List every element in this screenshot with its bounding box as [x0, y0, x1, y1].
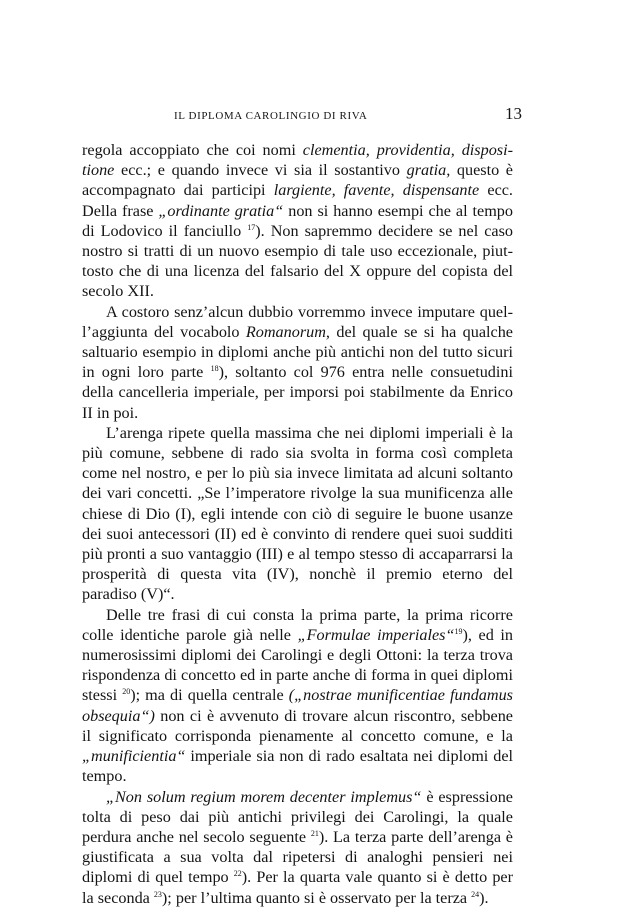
footnote-ref: 17 [247, 222, 256, 232]
text-run: è espressione tolta di peso dai più antichi privilegi dei Carolingi, la quale perdura anche nel secolo seguente [82, 787, 513, 846]
footnote-ref: 23 [153, 889, 162, 899]
footnote-ref: 22 [233, 869, 242, 879]
text-run: ecc. Della frase [82, 181, 513, 220]
body-text [82, 140, 513, 908]
paragraph [82, 302, 513, 423]
italic-text: „Formulae imperiales“ [297, 625, 455, 644]
text-run: del quale se si ha qualche saltuario esempio in diplomi anche più antichi non del tutto sicuri in ogni loro parte [82, 322, 513, 382]
text-run: ); ma di quella centrale [130, 686, 289, 705]
page-header [66, 103, 522, 127]
text-run: ). [479, 888, 489, 907]
paragraph [82, 423, 513, 605]
text-run: ). La terza parte dell’arenga è giustificata a sua volta dal ripetersi di analoghi pensieri nei diplomi di quel tempo [82, 827, 513, 887]
text-run: Delle tre frasi di cui consta la prima parte, la prima ricorre colle identiche parole già nelle [82, 605, 513, 644]
text-run: ). Non sapremmo decidere se nel caso nostro si tratti di un nuovo esempio di tale uso eccezionale, piuttosto che di una licenza del falsario del X oppure del copista del secolo XII. [82, 221, 513, 301]
footnote-ref: 19 [454, 626, 463, 636]
italic-text: „munificientia“ [82, 747, 186, 766]
text-run: A costoro senz’alcun dubbio vorremmo invece imputare quell’aggiunta del vocabolo [82, 302, 513, 341]
italic-text: gratia, [406, 161, 451, 180]
text-run: questo è accompagnato dai participi [82, 161, 513, 200]
italic-text: „Non solum regium morem decenter implemus“ [106, 787, 422, 806]
paragraph [82, 605, 513, 787]
running-title: IL DIPLOMA CAROLINGIO DI RIVA [174, 110, 368, 122]
text-run: regola accoppiato che coi nomi [82, 141, 303, 159]
paragraph [82, 787, 513, 908]
text-run: ). Per la quarta vale quanto si è detto per la seconda [82, 868, 513, 907]
text-run: ); per l’ultima quanto si è osservato per la terza [161, 888, 472, 907]
italic-text: largiente, favente, dispensante [273, 181, 480, 200]
text-run: ), ed in numerosissimi diplomi dei Carolingi e degli Ottoni: la terza trova rispondenza di concetto ed in parte anche di forma in quei diplomi stessi [82, 625, 514, 705]
italic-text: Romanorum, [245, 322, 330, 341]
footnote-ref: 18 [210, 364, 219, 374]
italic-text: („nostrae munificentiae fundamus obsequia“) [82, 686, 513, 725]
paragraph [82, 140, 513, 302]
text-run: L’arenga ripete quella massima che nei diplomi imperiali è la più comune, sebbene di rado sia svolta in forma così completa come nel nostro, e per lo più sia invece limitata ad alcuni soltanto dei vari concetti. „Se l’imperatore rivolge la sua munificenza alle chiese di Dio (I), egli intende con ciò di seguire le buone usanze dei suoi antecessori (II) ed è convinto di rendere quei suoi sudditi più pronti a suo vantaggio (III) e al tempo stesso di accaparrarsi la prosperità di questa vita (IV), nonchè il premio eterno del paradiso (V)“. [82, 423, 513, 604]
footnote-ref: 21 [310, 828, 319, 838]
text-run: ecc.; e quando invece vi sia il sostantivo [114, 161, 407, 180]
text-run: non ci è avvenuto di trovare alcun riscontro, sebbene il significato corrisponda pienamente al concetto comune, e la [82, 706, 513, 745]
italic-text: „ordinante gratia“ [158, 201, 284, 220]
footnote-ref: 24 [471, 889, 480, 899]
text-run: ), soltanto col 976 entra nelle consuetudini della cancelleria imperiale, per imporsi poi stabilmente da Enrico II in poi. [82, 363, 513, 422]
italic-text: clementia, providentia, dispositione [82, 141, 513, 180]
footnote-ref: 20 [122, 687, 131, 697]
page-number: 13 [505, 104, 522, 123]
text-run: non si hanno esempi che al tempo di Lodovico il fanciullo [82, 201, 513, 240]
text-run: imperiale sia non di rado esaltata nei diplomi del tempo. [82, 747, 513, 786]
